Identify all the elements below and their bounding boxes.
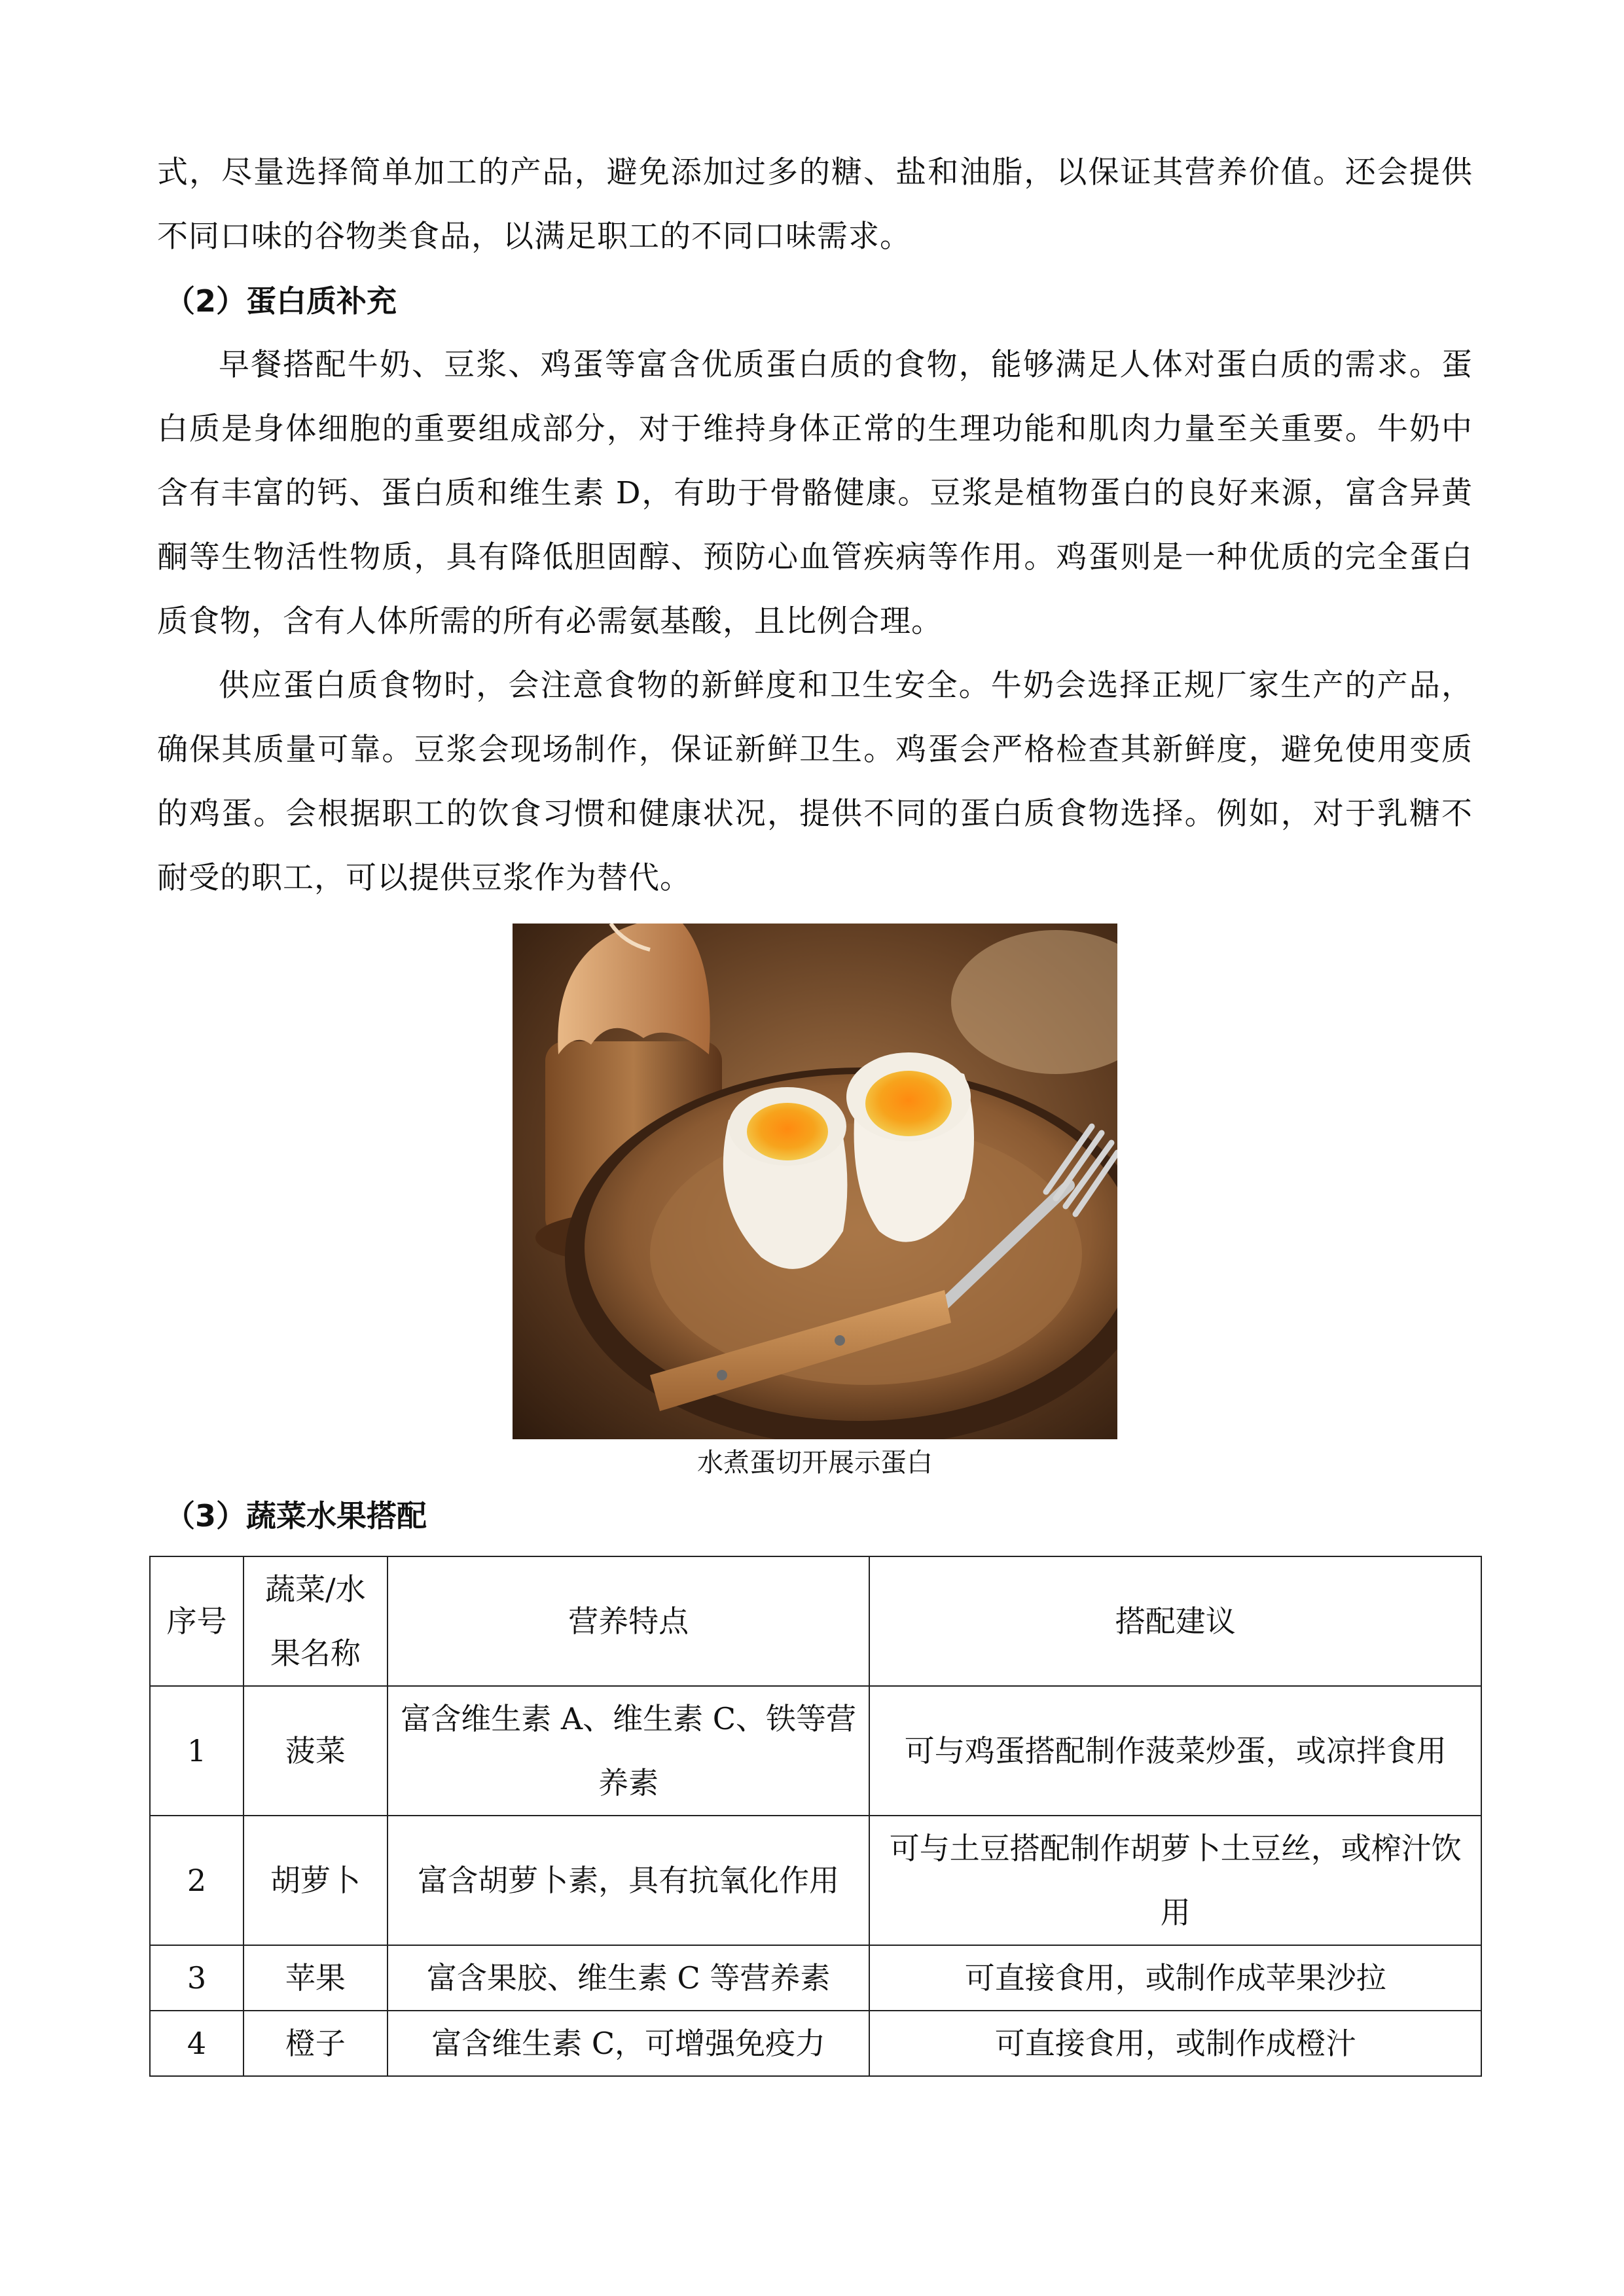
table-row xyxy=(150,1816,1481,1945)
cell-index: 4 xyxy=(150,2011,244,2076)
header-suggestion: 搭配建议 xyxy=(869,1556,1481,1686)
boiled-egg-illustration xyxy=(513,924,1117,1439)
cell-name: 菠菜 xyxy=(244,1686,388,1816)
cell-suggestion: 可直接食用，或制作成苹果沙拉 xyxy=(869,1945,1481,2011)
egg-figure xyxy=(157,924,1473,1484)
header-nutrition: 营养特点 xyxy=(388,1556,870,1686)
cell-nutrition: 富含果胶、维生素 C 等营养素 xyxy=(388,1945,870,2011)
cell-nutrition: 富含维生素 A、维生素 C、铁等营养素 xyxy=(388,1686,870,1816)
cell-suggestion: 可与鸡蛋搭配制作菠菜炒蛋，或凉拌食用 xyxy=(869,1686,1481,1816)
paragraph-protein-safety: 供应蛋白质食物时，会注意食物的新鲜度和卫生安全。牛奶会选择正规厂家生产的产品，确保其质量可靠。豆浆会现场制作，保证新鲜卫生。鸡蛋会严格检查其新鲜度，避免使用变质的鸡蛋。会根据职工的饮食习惯和健康状况，提供不同的蛋白质食物选择。例如，对于乳糖不耐受的职工，可以提供豆浆作为替代。 xyxy=(157,668,1473,896)
section-heading-protein: （2）蛋白质补充 xyxy=(165,283,397,319)
cell-index: 1 xyxy=(150,1686,244,1816)
table-row xyxy=(150,1945,1481,2011)
table-header-row xyxy=(150,1556,1481,1686)
cell-name: 橙子 xyxy=(244,2011,388,2076)
header-index: 序号 xyxy=(150,1556,244,1686)
header-name: 蔬菜/水果名称 xyxy=(244,1556,388,1686)
cell-suggestion: 可与土豆搭配制作胡萝卜土豆丝，或榨汁饮用 xyxy=(869,1816,1481,1945)
paragraph-grain-intro: 式，尽量选择简单加工的产品，避免添加过多的糖、盐和油脂，以保证其营养价值。还会提供不同口味的谷物类食品，以满足职工的不同口味需求。 xyxy=(157,154,1473,255)
figure-caption: 水煮蛋切开展示蛋白 xyxy=(697,1448,933,1478)
section-heading-vegetables-fruits: （3）蔬菜水果搭配 xyxy=(165,1498,427,1534)
document-page xyxy=(157,141,1473,2077)
cell-name: 苹果 xyxy=(244,1945,388,2011)
paragraph-protein-sources: 早餐搭配牛奶、豆浆、鸡蛋等富含优质蛋白质的食物，能够满足人体对蛋白质的需求。蛋白质是身体细胞的重要组成部分，对于维持身体正常的生理功能和肌肉力量至关重要。牛奶中含有丰富的钙、蛋白质和维生素 D，有助于骨骼健康。豆浆是植物蛋白的良好来源，富含异黄酮等生物活性物质，具有降低胆固醇、预防心血管疾病等作用。鸡蛋则是一种优质的完全蛋白质食物，含有人体所需的所有必需氨基酸，且比例合理。 xyxy=(157,347,1473,639)
vegetable-fruit-table xyxy=(149,1556,1482,2077)
cell-suggestion: 可直接食用，或制作成橙汁 xyxy=(869,2011,1481,2076)
cell-nutrition: 富含维生素 C，可增强免疫力 xyxy=(388,2011,870,2076)
cell-nutrition: 富含胡萝卜素，具有抗氧化作用 xyxy=(388,1816,870,1945)
table-row xyxy=(150,2011,1481,2076)
cell-name: 胡萝卜 xyxy=(244,1816,388,1945)
table-row xyxy=(150,1686,1481,1816)
boiled-egg-photo xyxy=(513,924,1117,1439)
cell-index: 2 xyxy=(150,1816,244,1945)
cell-index: 3 xyxy=(150,1945,244,2011)
